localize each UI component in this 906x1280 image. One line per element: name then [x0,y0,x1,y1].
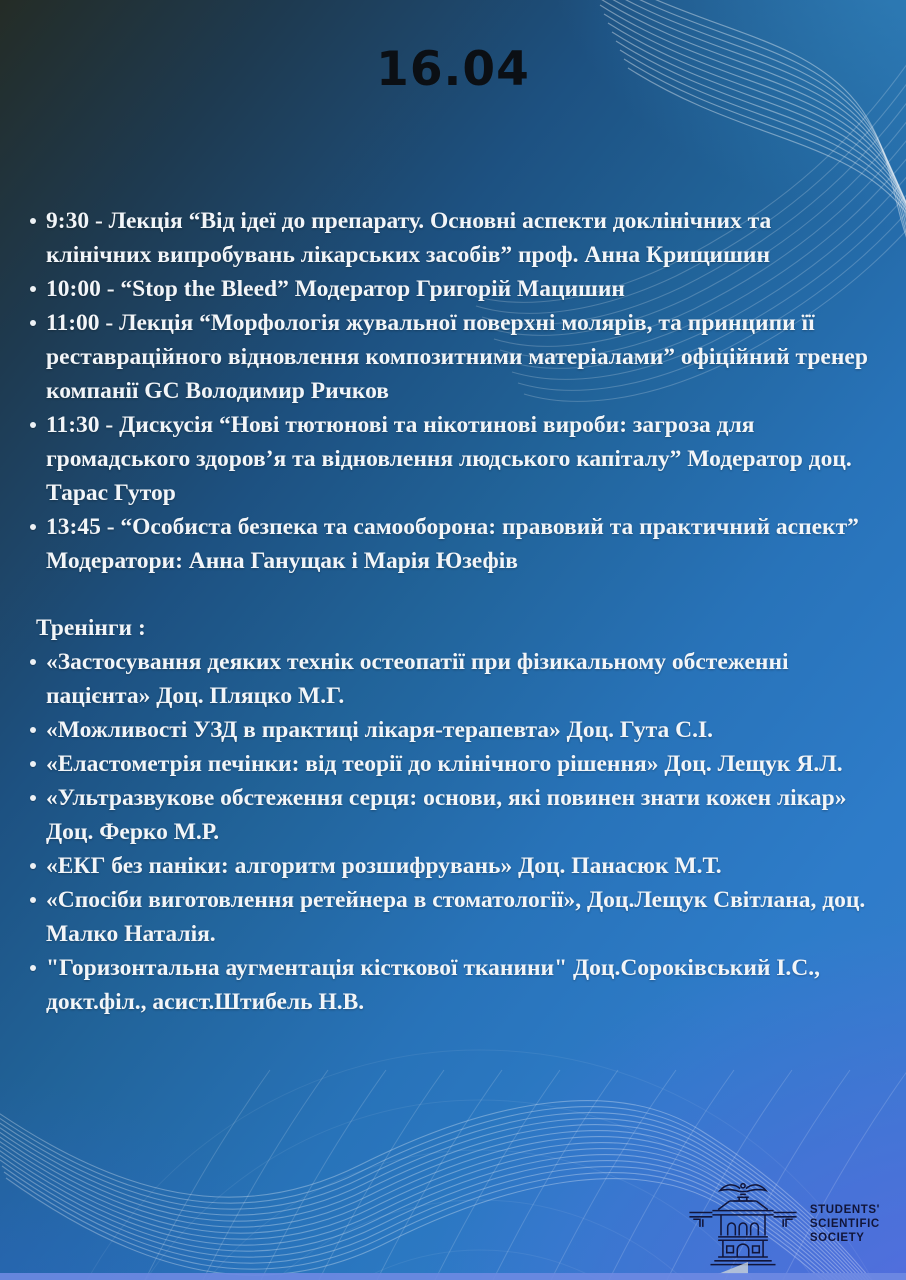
bullet-icon [30,286,36,292]
list-item-text: 11:00 - Лекція “Морфологія жувальної поверхні молярів, та принципи її реставраційного відновлення композитними матеріалами” офіційний тренер компанії GC Володимир Ричков [46,310,868,404]
bottom-strip [0,1273,906,1280]
students-scientific-society-logo [685,1180,880,1268]
logo-text-line3: SOCIETY [809,1232,865,1244]
trainings-list [28,645,876,1019]
list-item-text: «Спосіби виготовлення ретейнера в стоматології», Доц.Лещук Світлана, доц. Малко Наталія. [46,887,866,947]
list-item-text: «ЕКГ без паніки: алгоритм розшифрувань» Доц. Панасюк М.Т. [46,853,722,879]
bullet-icon [30,727,36,733]
list-item [28,883,876,951]
bullet-icon [30,863,36,869]
bullet-icon [30,422,36,428]
list-item-text: 13:45 - “Особиста безпека та самооборона: правовий та практичний аспект” Модератори: Анна Ганущак і Марія Юзефів [46,514,859,574]
list-item-text: «Застосування деяких технік остеопатії при фізикальному обстеженні пацієнта» Доц. Пляцко М.Г. [46,649,789,709]
logo-text [810,1203,880,1245]
content-area [28,204,876,1019]
bullet-icon [30,320,36,326]
list-item [28,272,876,306]
university-building-icon [685,1180,801,1268]
list-item-text: "Горизонтальна аугментація кісткової тканини" Доц.Сороківський І.С., докт.філ., асист.Штибель Н.В. [46,955,821,1015]
list-item [28,408,876,510]
list-item-text: «Еластометрія печінки: від теорії до клінічного рішення» Доц. Лещук Я.Л. [46,751,843,777]
logo-text-line2: SCIENTIFIC [809,1218,880,1230]
bullet-icon [30,897,36,903]
bullet-icon [30,965,36,971]
list-item-text: 10:00 - “Stop the Bleed” Модератор Григорій Мацишин [46,276,625,302]
schedule-list [28,204,876,578]
bullet-icon [30,659,36,665]
list-item [28,306,876,408]
bullet-icon [30,795,36,801]
list-item-text: «Ультразвукове обстеження серця: основи, які повинен знати кожен лікар» Доц. Ферко М.Р. [46,785,847,845]
list-item [28,747,876,781]
bullet-icon [30,218,36,224]
bullet-icon [30,524,36,530]
list-item [28,713,876,747]
list-item-text: 11:30 - Дискусія “Нові тютюнові та нікотинові вироби: загроза для громадського здоров’я та відновлення людського капіталу” Модератор доц. Тарас Гутор [46,412,852,506]
list-item [28,645,876,713]
list-item [28,510,876,578]
list-item [28,849,876,883]
logo-text-line1: STUDENTS' [809,1204,880,1216]
page-title: 16.04 [376,42,530,97]
bullet-icon [30,761,36,767]
list-item [28,951,876,1019]
list-item-text: 9:30 - Лекція “Від ідеї до препарату. Основні аспекти доклінічних та клінічних випробувань лікарських засобів” проф. Анна Крищишин [46,208,772,268]
trainings-heading: Тренінги : [36,615,146,641]
list-item [28,781,876,849]
list-item [28,204,876,272]
list-item-text: «Можливості УЗД в практиці лікаря-терапевта» Доц. Гута С.І. [46,717,714,743]
